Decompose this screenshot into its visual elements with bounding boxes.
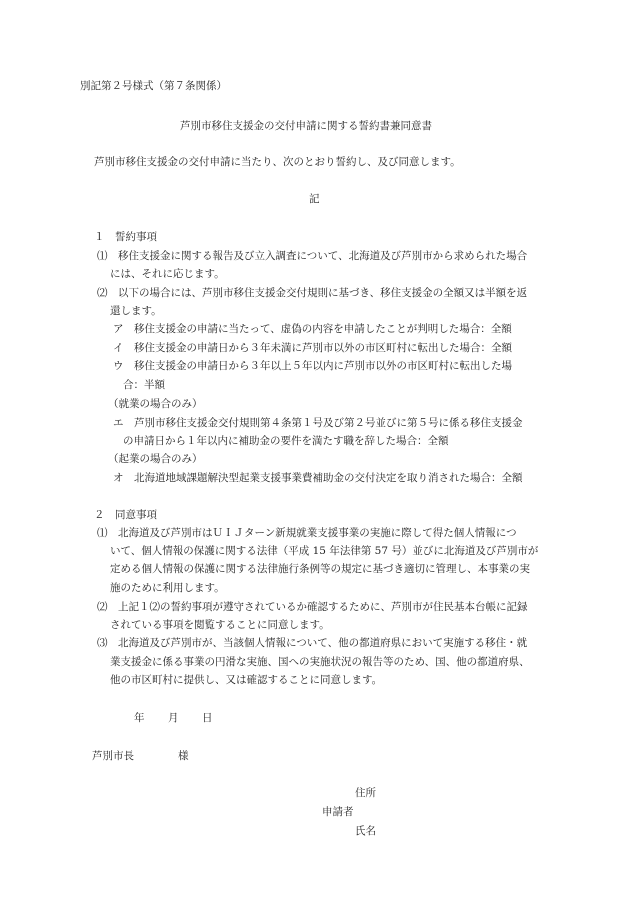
section2-item1-line3: 定める個人情報の保護に関する法律施行条例等の規定に基づき適切に管理し、本事業の実	[110, 563, 530, 575]
date-month-label: 月	[168, 712, 179, 724]
applicant-label: 申請者	[322, 806, 354, 818]
section1-sub-i: イ 移住支援金の申請日から３年未満に芦別市以外の市区町村に転出した場合：全額	[113, 342, 512, 354]
section2-heading: ２ 同意事項	[94, 509, 157, 521]
section1-sub-o: オ 北海道地域課題解決型起業支援事業費補助金の交付決定を取り消された場合：全額	[113, 472, 523, 484]
section1-sub-e-line1: エ 芦別市移住支援金交付規則第４条第１号及び第２号並びに第５号に係る移住支援金	[113, 417, 523, 429]
addressee-mayor: 芦別市長	[92, 750, 134, 762]
date-year-label: 年	[134, 712, 145, 724]
section2-item3-line1: ⑶ 北海道及び芦別市が、当該個人情報について、他の都道府県において実施する移住・就	[97, 637, 528, 649]
section1-sub-a: ア 移住支援金の申請に当たって、虚偽の内容を申請したことが判明した場合：全額	[113, 323, 512, 335]
section1-item1-line2: には、それに応じます。	[110, 268, 225, 280]
address-label: 住所	[355, 787, 376, 799]
section1-item2-line2: 還します。	[110, 305, 162, 317]
section2-item2-line1: ⑵ 上記１⑵の誓約事項が遵守されているか確認するために、芦別市が住民基本台帳に記録	[97, 601, 528, 613]
section1-sub-e-line2: の申請日から１年以内に補助金の要件を満たす職を辞した場合：全額	[123, 435, 449, 447]
ki-heading: 記	[309, 193, 320, 205]
section2-item3-line3: 他の市区町村に提供し、又は確認することに同意します。	[110, 674, 383, 686]
date-day-label: 日	[202, 712, 213, 724]
section2-item1-line2: いて、個人情報の保護に関する法律（平成 15 年法律第 57 号）並びに北海道及び芦別市が	[110, 545, 539, 557]
section1-heading: １ 誓約事項	[94, 231, 157, 243]
note-startup-only: （起業の場合のみ）	[108, 453, 203, 465]
section2-item3-line2: 業支援金に係る事業の円滑な実施、国への実施状況の報告等のため、国、他の都道府県、	[110, 656, 530, 668]
section2-item2-line2: されている事項を閲覧することに同意します。	[110, 619, 330, 631]
section1-sub-u-line2: 合：半額	[123, 379, 165, 391]
section2-item1-line1: ⑴ 北海道及び芦別市はＵＩＪターン新規就業支援事業の実施に際して得た個人情報につ	[97, 527, 517, 539]
section1-item1-line1: ⑴ 移住支援金に関する報告及び立入調査について、北海道及び芦別市から求められた場合	[97, 250, 528, 262]
section1-sub-u-line1: ウ 移住支援金の申請日から３年以上５年以内に芦別市以外の市区町村に転出した場	[113, 360, 512, 372]
intro-text: 芦別市移住支援金の交付申請に当たり、次のとおり誓約し、及び同意します。	[94, 156, 461, 168]
form-label: 別記第２号様式（第７条関係）	[80, 80, 227, 92]
section1-item2-line1: ⑵ 以下の場合には、芦別市移住支援金交付規則に基づき、移住支援金の全額又は半額を返	[97, 287, 528, 299]
name-label: 氏名	[355, 825, 376, 837]
addressee-sama: 様	[178, 750, 189, 762]
section2-item1-line4: 施のために利用します。	[110, 582, 225, 594]
document-title: 芦別市移住支援金の交付申請に関する誓約書兼同意書	[180, 120, 432, 132]
note-work-only: （就業の場合のみ）	[108, 398, 203, 410]
